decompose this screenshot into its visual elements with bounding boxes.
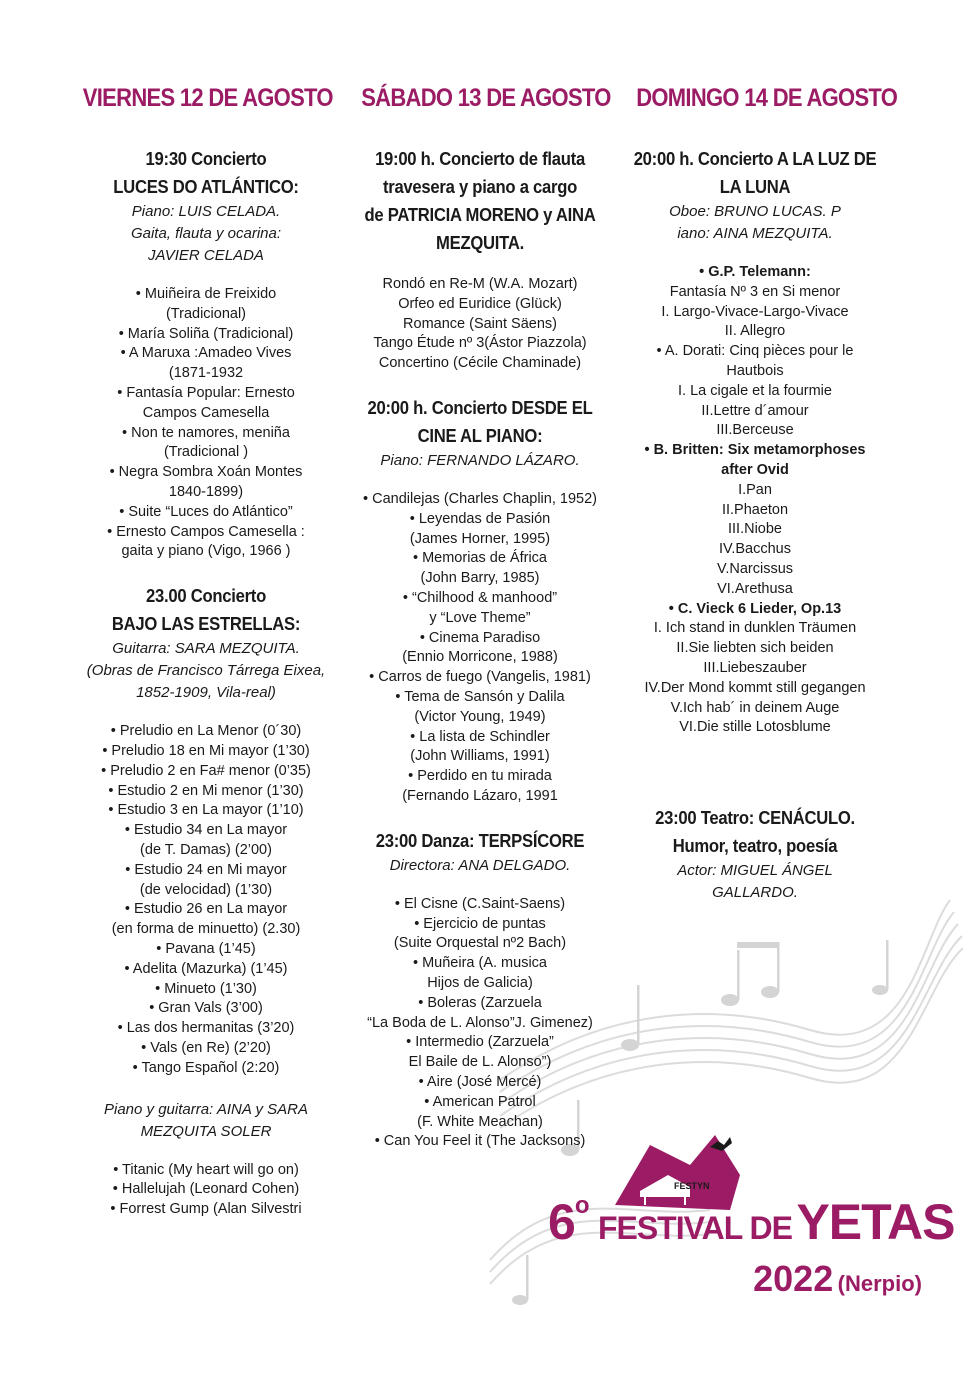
event-title: travesera y piano a cargo [382, 176, 578, 197]
day-heading: DOMINGO 14 DE AGOSTO [636, 84, 898, 112]
event-title: de PATRICIA MORENO y AINA [364, 204, 596, 225]
event-block [620, 804, 890, 904]
program-item: • Perdido en tu mirada [408, 768, 552, 785]
event-title: MEZQUITA. [436, 232, 524, 253]
program-item: I. Largo-Vivace-Largo-Vivace [661, 303, 849, 320]
program-item: I. La cigale et la fourmie [678, 382, 832, 399]
event-block [66, 582, 346, 704]
program-item: (de velocidad) (1’30) [139, 881, 273, 898]
program-item: III.Liebeszauber [703, 659, 807, 676]
program-list [345, 895, 615, 1152]
program-list [345, 490, 615, 807]
program-item: II.Sie liebten sich beiden [676, 640, 834, 657]
program-item: • Gran Vals (3’00) [149, 1000, 263, 1017]
event-block [66, 145, 346, 267]
event-time: 19:30 Concierto [145, 148, 267, 169]
program-item: • Leyendas de Pasión [409, 510, 551, 527]
program-item: (Fernando Lázaro, 1991 [402, 787, 558, 804]
program-item: • A Maruxa :Amadeo Vives [120, 345, 292, 362]
program-list [66, 1161, 346, 1220]
program-item: Hautbois [726, 362, 784, 379]
program-item: • Aire (José Mercé) [418, 1073, 542, 1090]
event-title: LA LUNA [719, 176, 791, 197]
program-item: VI.Die stille Lotosblume [679, 719, 831, 736]
program-item: • Muñeira (A. musica [412, 955, 547, 972]
event-note: (Obras de Francisco Tárrega Eixea, [86, 662, 326, 680]
program-item: • Tema de Sansón y Dalila [395, 688, 565, 705]
program-item: • Adelita (Mazurka) (1’45) [124, 960, 288, 977]
program-item: (John Barry, 1985) [420, 570, 540, 587]
program-item: • Intermedio (Zarzuela” [406, 1034, 554, 1051]
year: 2022 [753, 1258, 834, 1299]
event-title: 23:00 Teatro: CENÁCULO. [655, 807, 855, 829]
program-item: • Preludio 2 en Fa# menor (0’35) [101, 762, 311, 779]
program-item: V.Narcissus [716, 560, 794, 577]
event-note: 1852-1909, Vila-real) [136, 684, 276, 702]
event-performer: Guitarra: SARA MEZQUITA. [112, 640, 300, 658]
program-item: after Ovid [721, 461, 789, 478]
program-item: Hijos de Galicia) [427, 974, 533, 991]
event-performer: Directora: ANA DELGADO. [389, 856, 571, 874]
event-block [345, 827, 615, 877]
event-block [345, 394, 615, 472]
event-title: 19:00 h. Concierto de flauta [375, 148, 585, 169]
program-list [345, 275, 615, 374]
program-item: IV.Der Mond kommt still gegangen [644, 679, 866, 696]
event-performer: MEZQUITA SOLER [140, 1122, 272, 1140]
place: (Nerpio) [837, 1271, 922, 1296]
program-item: • Estudio 2 en Mi menor (1’30) [108, 782, 304, 799]
program-list [66, 722, 346, 1078]
program-item: “La Boda de L. Alonso”J. Gimenez) [367, 1014, 593, 1031]
program-item: I. Ich stand in dunklen Träumen [653, 620, 857, 637]
event-performer: Actor: MIGUEL ÁNGEL [677, 862, 833, 880]
event-title: BAJO LAS ESTRELLAS: [111, 613, 301, 635]
program-item: Orfeo ed Euridice (Glück) [398, 295, 562, 312]
program-item: y “Love Theme” [429, 609, 531, 626]
column-sunday [620, 84, 898, 914]
program-item: II.Lettre d´amour [701, 402, 809, 419]
program-item: • “Chilhood & manhood” [402, 589, 558, 606]
program-item: • Ernesto Campos Camesella : [107, 523, 305, 540]
fest-mark: FESTYN [674, 1181, 710, 1191]
event-performer: iano: AINA MEZQUITA. [677, 225, 833, 242]
program-item: • La lista de Schindler [410, 728, 550, 745]
program-item: El Baile de L. Alonso”) [408, 1054, 552, 1071]
program-item: • B. Britten: Six metamorphoses [644, 442, 866, 459]
program-item: • Estudio 3 en La mayor (1’10) [108, 802, 304, 819]
program-item: • Suite “Luces do Atlántico” [119, 503, 293, 520]
event-title: 20:00 h. Concierto A LA LUZ DE [633, 148, 877, 169]
program-item: (de T. Damas) (2’00) [140, 841, 272, 858]
event-title: LUCES DO ATLÁNTICO: [113, 176, 299, 197]
program-item: • Carros de fuego (Vangelis, 1981) [369, 669, 591, 686]
program-item: • Hallelujah (Leonard Cohen) [112, 1181, 300, 1198]
program-item: III.Berceuse [716, 422, 794, 439]
program-item: • Minueto (1’30) [155, 980, 257, 997]
event-subtitle: Humor, teatro, poesía [672, 835, 838, 857]
edition-number: 6 [548, 1194, 575, 1250]
event-title: 20:00 h. Concierto DESDE EL [367, 396, 593, 418]
event-performer: Gaita, flauta y ocarina: [130, 225, 282, 242]
program-item: (Suite Orquestal nº2 Bach) [393, 935, 567, 952]
program-item: (F. White Meachan) [417, 1113, 543, 1130]
program-item: VI.Arethusa [717, 580, 793, 597]
festival-title [548, 1192, 955, 1251]
program-item: • Can You Feel it (The Jacksons) [374, 1133, 586, 1150]
column-saturday [345, 84, 615, 1172]
program-item: • El Cisne (C.Saint-Saens) [394, 895, 566, 912]
program-item: II. Allegro [724, 323, 786, 340]
program-item: • Estudio 24 en Mi mayor [125, 861, 287, 878]
festival-year [700, 1258, 922, 1300]
program-item: • Forrest Gump (Alan Silvestri [110, 1201, 302, 1218]
event-performer: Oboe: BRUNO LUCAS. P [669, 203, 841, 220]
program-item: • Candilejas (Charles Chaplin, 1952) [363, 490, 597, 507]
program-item: • María Soliña (Tradicional) [118, 325, 294, 342]
program-item: • Non te namores, meniña [122, 424, 290, 441]
edition-ordinal: o [574, 1192, 590, 1219]
program-item: 1840-1899) [168, 483, 244, 500]
program-item: gaita y piano (Vigo, 1966 ) [121, 543, 291, 560]
program-item: (Victor Young, 1949) [414, 708, 546, 725]
day-heading: VIERNES 12 DE AGOSTO [82, 84, 333, 112]
program-list [620, 263, 890, 738]
program-list [66, 285, 346, 562]
program-item: • Preludio en La Menor (0´30) [110, 723, 302, 740]
program-item: • Cinema Paradiso [419, 629, 541, 646]
program-item: • A. Dorati: Cinq pièces pour le [656, 343, 854, 360]
program-item: • Vals (en Re) (2’20) [141, 1039, 271, 1056]
column-friday [66, 84, 346, 1240]
program-item: (John Williams, 1991) [410, 748, 550, 765]
program-item: • Preludio 18 en Mi mayor (1’30) [102, 742, 310, 759]
program-item: (Tradicional ) [163, 444, 249, 461]
program-item: (James Horner, 1995) [409, 530, 551, 547]
festival-name: YETAS [796, 1194, 955, 1250]
event-performer: Piano y guitarra: AINA y SARA [104, 1100, 308, 1118]
event-title: CINE AL PIANO: [417, 424, 543, 446]
program-item: V.Ich hab´ in deinem Auge [670, 699, 840, 716]
program-item: Fantasía Nº 3 en Si menor [669, 283, 841, 300]
program-item: • Muiñeira de Freixido [135, 286, 277, 302]
program-item: (en forma de minuetto) (2.30) [111, 921, 301, 938]
event-title: 23:00 Danza: TERPSÍCORE [375, 829, 585, 851]
program-item: Tango Étude nº 3(Ástor Piazzola) [373, 335, 587, 352]
program-item: Rondó en Re-M (W.A. Mozart) [382, 276, 578, 292]
program-item: • Ejercicio de puntas [414, 915, 546, 932]
day-heading: SÁBADO 13 DE AGOSTO [361, 84, 611, 112]
program-item: • Las dos hermanitas (3’20) [117, 1020, 295, 1037]
program-item: • Negra Sombra Xoán Montes [109, 464, 303, 481]
program-item: Campos Camesella [142, 404, 270, 421]
event-block [345, 145, 615, 257]
program-item: • Estudio 34 en La mayor [124, 822, 288, 839]
program-item: • Tango Español (2:20) [132, 1059, 280, 1076]
program-item: (Ennio Morricone, 1988) [402, 649, 558, 666]
event-block [66, 1099, 346, 1143]
program-item: II.Phaeton [721, 501, 789, 518]
event-performer: Piano: FERNANDO LÁZARO. [380, 451, 580, 469]
program-item: Concertino (Cécile Chaminade) [378, 355, 582, 372]
event-block [620, 145, 890, 245]
program-item: • Pavana (1’45) [156, 940, 256, 957]
program-item: • Boleras (Zarzuela [418, 994, 542, 1011]
program-item: I.Pan [738, 481, 772, 498]
event-time: 23.00 Concierto [146, 585, 266, 607]
event-performer: Piano: LUIS CELADA. [131, 203, 281, 220]
program-item: (1871-1932 [168, 365, 244, 382]
event-performer: GALLARDO. [712, 884, 798, 902]
event-performer: JAVIER CELADA [148, 247, 264, 264]
program-item: • G.P. Telemann: [699, 264, 811, 280]
program-item: • Memorias de África [412, 550, 547, 567]
program-item: (Tradicional) [165, 305, 247, 322]
program-item: IV.Bacchus [718, 541, 791, 558]
program-item: • C. Vieck 6 Lieder, Op.13 [668, 600, 842, 617]
festival-label: FESTIVAL DE [597, 1210, 792, 1246]
program-item: • American Patrol [424, 1093, 536, 1110]
program-item: III.Niobe [728, 521, 782, 538]
program-item: Romance (Saint Säens) [403, 315, 557, 332]
program-item: • Fantasía Popular: Ernesto [117, 384, 295, 401]
program-item: • Estudio 26 en La mayor [124, 901, 288, 918]
program-item: • Titanic (My heart will go on) [113, 1161, 299, 1178]
